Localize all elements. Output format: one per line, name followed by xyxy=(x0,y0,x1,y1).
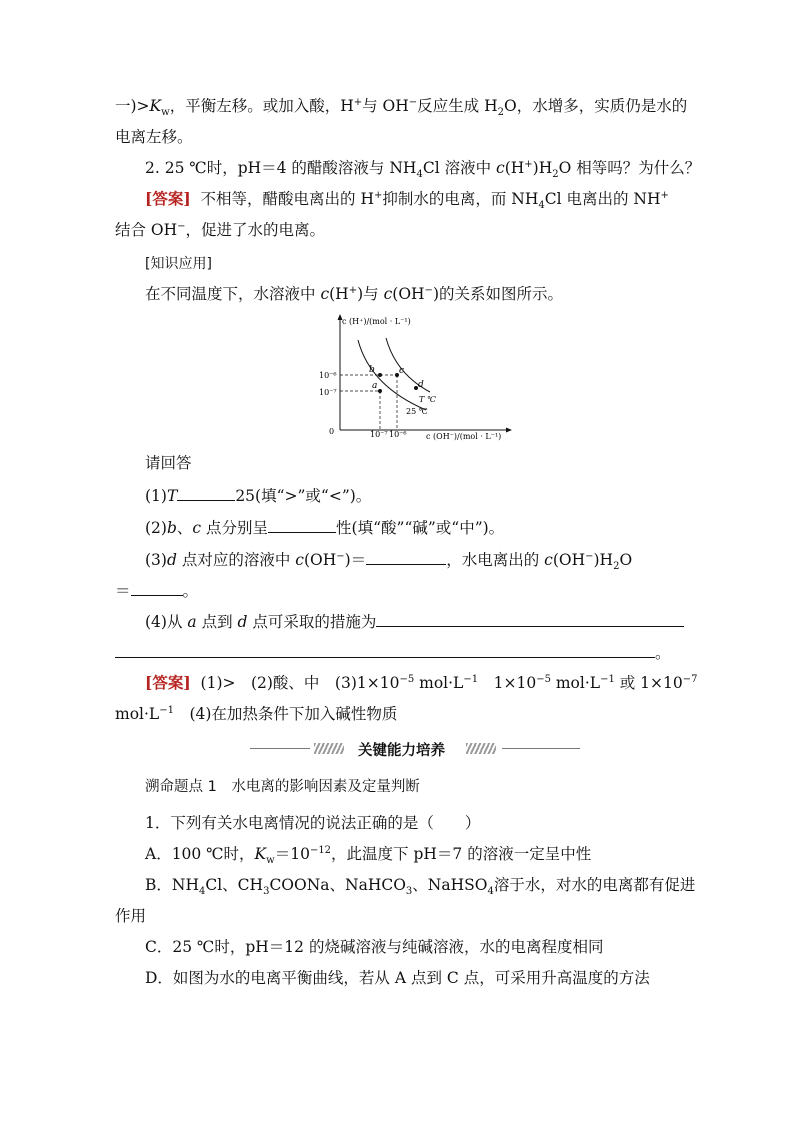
y-axis-label: c (H⁺)/(mol · L⁻¹) xyxy=(342,317,411,326)
text: 、 xyxy=(176,519,193,537)
text: mol·L xyxy=(414,674,464,692)
sub-question-1 xyxy=(145,484,371,507)
label-c: c xyxy=(399,366,405,376)
answer-tag: [答案] xyxy=(145,189,191,208)
answer-tag: [答案] xyxy=(145,673,191,692)
text: O，水增多，实质仍是水的 xyxy=(504,97,688,115)
text: (OH xyxy=(303,551,337,569)
text: T xyxy=(166,487,178,505)
x-arrow xyxy=(506,428,512,433)
label-d: d xyxy=(418,380,424,390)
text: (4)在加热条件下加入碱性物质 xyxy=(173,705,398,723)
text: + xyxy=(348,284,358,296)
text: mol·L xyxy=(115,705,160,723)
sub-question-4 xyxy=(145,610,684,633)
curve-label-25: 25 ℃ xyxy=(406,407,428,416)
text: 反应生成 H xyxy=(417,97,498,115)
answer-block xyxy=(145,672,698,694)
divider-rule xyxy=(250,748,310,749)
text: )H xyxy=(532,159,553,177)
text: 2 xyxy=(552,169,559,181)
text: (OH xyxy=(552,551,586,569)
text: 点分别呈 xyxy=(201,519,269,537)
text: 。 xyxy=(182,582,199,600)
text: − xyxy=(424,284,433,296)
text: K xyxy=(254,845,267,863)
text: − xyxy=(336,550,345,562)
text: B．NH xyxy=(145,876,199,894)
option-a xyxy=(145,843,591,865)
point-a xyxy=(378,389,382,393)
text: 2 xyxy=(497,107,504,119)
text: 25(填“>”或“<”)。 xyxy=(235,487,372,505)
divider-title: 关键能力培养 xyxy=(358,743,445,759)
text: 结合 OH xyxy=(115,221,178,239)
text: )＝ xyxy=(344,551,367,569)
divider-rule xyxy=(502,748,580,749)
divider-stripes xyxy=(466,743,496,754)
text: c xyxy=(496,159,505,177)
text: ，平衡左移。或加入酸，H xyxy=(169,97,354,115)
text: −12 xyxy=(309,844,332,856)
text: ，水电离出的 xyxy=(446,551,545,569)
text: −7 xyxy=(682,673,698,685)
point-b xyxy=(378,373,382,377)
text: Cl 溶液中 xyxy=(422,159,496,177)
text: (1)> (2)酸、中 (3)1×10 xyxy=(200,674,400,692)
text: + xyxy=(524,158,533,170)
label-b: b xyxy=(369,365,375,375)
text: 溶于水，对水的电离都有促进 xyxy=(493,876,696,894)
text: w xyxy=(161,107,170,119)
text: (4)从 xyxy=(145,613,188,631)
text: ，促进了水的电离。 xyxy=(185,221,326,239)
text: 性(填“酸”“碱”或“中”)。 xyxy=(336,519,505,537)
answer-blank[interactable] xyxy=(177,484,235,501)
text-line xyxy=(115,703,397,725)
text: 不相等，醋酸电离出的 H xyxy=(200,190,374,208)
knowledge-heading: [知识应用] xyxy=(145,256,212,272)
text: (1) xyxy=(145,487,167,505)
y-tick-label: 10⁻⁷ xyxy=(319,388,337,397)
sub-question-2 xyxy=(145,516,504,539)
text: 1×10 xyxy=(478,674,537,692)
text: c xyxy=(295,551,304,569)
please-answer: 请回答 xyxy=(145,454,192,472)
y-tick-label: 10⁻⁶ xyxy=(319,371,337,380)
text: O xyxy=(619,551,633,569)
text: 点可采取的措施为 xyxy=(247,613,377,631)
text: 3 xyxy=(263,886,270,898)
text: + xyxy=(660,189,669,201)
text: 点到 xyxy=(196,613,238,631)
text: 4 xyxy=(487,886,494,898)
text-line xyxy=(145,283,563,305)
text: 4 xyxy=(198,886,206,898)
origin-label: 0 xyxy=(329,427,335,436)
option-c: C．25 ℃时，pH＝12 的烧碱溶液与纯碱溶液，水的电离程度相同 xyxy=(145,938,604,956)
sub-question-3 xyxy=(145,548,632,571)
label-a: a xyxy=(372,381,378,391)
text: (2) xyxy=(145,519,167,537)
text-line: 作用 xyxy=(115,907,147,925)
text: 与 OH xyxy=(362,97,409,115)
text: b xyxy=(166,519,177,537)
text: (3) xyxy=(145,551,167,569)
curve-label-t: T ℃ xyxy=(419,395,436,404)
text: 点对应的溶液中 xyxy=(176,551,296,569)
text: ＝10 xyxy=(274,845,310,863)
text: 在不同温度下，水溶液中 xyxy=(145,285,321,303)
option-b xyxy=(145,874,695,896)
text: c xyxy=(192,519,202,537)
section-heading: 溯命题点 1 水电离的影响因素及定量判断 xyxy=(145,779,420,795)
answer-2 xyxy=(145,188,669,210)
question-1: 1．下列有关水电离情况的说法正确的是（ ） xyxy=(145,814,481,832)
text: A．100 ℃时， xyxy=(145,845,255,863)
text: )H xyxy=(593,551,614,569)
text: d xyxy=(166,551,177,569)
x-axis-label: c (OH⁻)/(mol · L⁻¹) xyxy=(426,432,502,441)
text: 抑制水的电离，而 NH xyxy=(382,190,539,208)
text-line xyxy=(115,219,325,241)
text: mol·L xyxy=(550,674,601,692)
text: 2. 25 ℃时，pH＝4 的醋酸溶液与 NH xyxy=(145,159,417,177)
question-2 xyxy=(145,157,700,179)
answer-blank[interactable] xyxy=(366,548,446,565)
text: 4 xyxy=(416,169,423,181)
text: COONa、NaHCO xyxy=(269,876,406,894)
ion-product-figure xyxy=(310,310,520,448)
text: c xyxy=(544,551,553,569)
text: 2 xyxy=(613,561,620,573)
answer-blank[interactable] xyxy=(115,641,655,658)
text: (H xyxy=(504,159,525,177)
text: d xyxy=(237,613,248,631)
text: −1 xyxy=(159,704,174,716)
text: )与 xyxy=(357,285,384,303)
section-divider xyxy=(250,739,580,759)
text-line xyxy=(115,95,687,117)
text: )的关系如图所示。 xyxy=(432,285,563,303)
text: − xyxy=(408,96,418,108)
text: + xyxy=(353,96,363,108)
answer-blank[interactable] xyxy=(376,610,684,627)
text: 。 xyxy=(655,644,671,662)
text: Cl 电离出的 NH xyxy=(544,190,661,208)
option-d: D．如图为水的电离平衡曲线，若从 A 点到 C 点，可采用升高温度的方法 xyxy=(145,969,650,987)
text: w xyxy=(266,855,275,867)
x-tick-label: 10⁻⁷ xyxy=(370,430,388,439)
text: −1 xyxy=(600,673,615,685)
text-line: 电离左移。 xyxy=(115,128,193,146)
text: −1 xyxy=(463,673,479,685)
text: O 相等吗？为什么？ xyxy=(558,159,701,177)
text: c xyxy=(383,285,393,303)
text: − xyxy=(177,220,186,232)
text: K xyxy=(149,97,162,115)
text: a xyxy=(187,613,197,631)
text: 3 xyxy=(405,886,413,898)
text: ＝ xyxy=(115,582,131,600)
text: − xyxy=(585,550,594,562)
text-line xyxy=(115,641,671,664)
answer-blank[interactable] xyxy=(268,516,336,533)
text: 一)> xyxy=(115,97,150,115)
text: 或 1×10 xyxy=(614,674,683,692)
text: −5 xyxy=(399,673,415,685)
text: Cl、CH xyxy=(205,876,264,894)
divider-stripes xyxy=(314,743,344,754)
text-line xyxy=(115,579,198,602)
text: (OH xyxy=(392,285,425,303)
text: ，此温度下 pH＝7 的溶液一定呈中性 xyxy=(331,845,592,863)
text: + xyxy=(373,189,383,201)
text: 、NaHSO xyxy=(412,876,488,894)
text: c xyxy=(320,285,330,303)
answer-blank[interactable] xyxy=(131,579,183,596)
text: (H xyxy=(329,285,349,303)
x-tick-label: 10⁻⁶ xyxy=(389,430,407,439)
text: 4 xyxy=(538,200,545,212)
text: −5 xyxy=(536,673,551,685)
